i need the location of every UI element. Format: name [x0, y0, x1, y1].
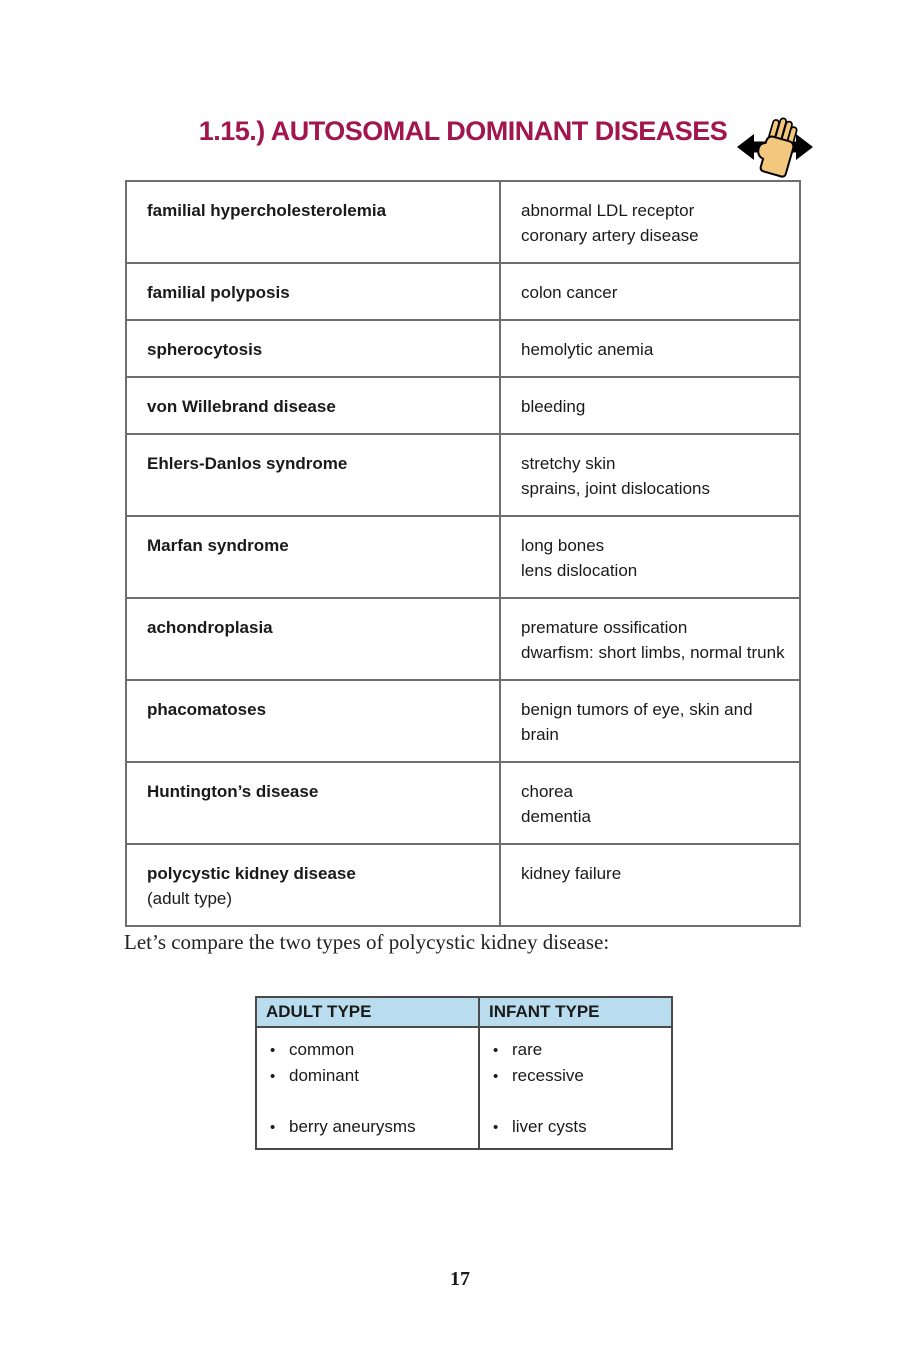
- disease-name-cell: [126, 377, 500, 434]
- disease-feature-cell: [500, 680, 800, 762]
- feature-line: colon cancer: [521, 283, 618, 302]
- list-item-label: berry aneurysms: [289, 1117, 416, 1136]
- disease-name: phacomatoses: [147, 700, 267, 719]
- disease-feature-cell: [500, 762, 800, 844]
- list-item: [259, 1063, 472, 1089]
- hand-double-arrow-icon: [736, 114, 814, 184]
- feature-line: stretchy skin: [521, 454, 616, 473]
- list-item: [482, 1114, 665, 1140]
- list-item: [482, 1063, 665, 1089]
- disease-name: spherocytosis: [147, 340, 263, 359]
- feature-line: sprains, joint dislocations: [521, 479, 710, 498]
- disease-name-cell: [126, 680, 500, 762]
- compare-header-adult: ADULT TYPE: [256, 997, 479, 1027]
- list-gap: [482, 1089, 665, 1114]
- compare-cell-adult: [256, 1027, 479, 1149]
- disease-note: (adult type): [147, 889, 233, 908]
- list-gap: [259, 1089, 472, 1114]
- disease-feature-cell: [500, 844, 800, 926]
- disease-feature-cell: [500, 377, 800, 434]
- page-number: 17: [450, 1268, 470, 1290]
- disease-feature-cell: [500, 434, 800, 516]
- disease-row: [126, 434, 800, 516]
- list-item-label: liver cysts: [512, 1117, 587, 1136]
- list-item-label: rare: [512, 1040, 543, 1059]
- disease-name-cell: [126, 320, 500, 377]
- title-row: [125, 116, 801, 147]
- disease-name: Huntington’s disease: [147, 782, 319, 801]
- disease-row: [126, 598, 800, 680]
- disease-feature-cell: [500, 320, 800, 377]
- disease-feature-cell: [500, 516, 800, 598]
- disease-name-cell: [126, 434, 500, 516]
- bullet-icon: •: [493, 1068, 499, 1085]
- disease-row: [126, 377, 800, 434]
- disease-name: achondroplasia: [147, 618, 273, 637]
- disease-name-cell: [126, 181, 500, 263]
- disease-name: von Willebrand disease: [147, 397, 336, 416]
- feature-line: hemolytic anemia: [521, 340, 654, 359]
- bullet-icon: •: [270, 1068, 276, 1085]
- compare-cell-infant: [479, 1027, 672, 1149]
- bullet-icon: •: [270, 1042, 276, 1059]
- disease-row: [126, 181, 800, 263]
- feature-line: long bones: [521, 536, 605, 555]
- disease-row: [126, 844, 800, 926]
- disease-table-body: [126, 181, 800, 926]
- disease-name: Ehlers-Danlos syndrome: [147, 454, 348, 473]
- feature-line: lens dislocation: [521, 561, 638, 580]
- disease-row: [126, 680, 800, 762]
- compare-table: [255, 996, 673, 1150]
- list-item: [482, 1037, 665, 1063]
- feature-line: dementia: [521, 807, 591, 826]
- feature-line: dwarfism: short limbs, normal trunk: [521, 643, 785, 662]
- disease-name-cell: [126, 762, 500, 844]
- compare-intro-text: Let’s compare the two types of polycystic kidney disease:: [124, 930, 610, 954]
- disease-feature-cell: [500, 598, 800, 680]
- disease-name: familial hypercholesterolemia: [147, 201, 387, 220]
- disease-table: [125, 180, 801, 927]
- disease-row: [126, 516, 800, 598]
- disease-name-cell: [126, 263, 500, 320]
- page-title: 1.15.) AUTOSOMAL DOMINANT DISEASES: [198, 116, 728, 146]
- feature-line: chorea: [521, 782, 573, 801]
- bullet-icon: •: [493, 1042, 499, 1059]
- disease-name: Marfan syndrome: [147, 536, 289, 555]
- list-item: [259, 1114, 472, 1140]
- feature-line: benign tumors of eye, skin and brain: [521, 700, 753, 744]
- disease-name-cell: [126, 598, 500, 680]
- feature-line: bleeding: [521, 397, 586, 416]
- list-item-label: dominant: [289, 1066, 359, 1085]
- disease-row: [126, 263, 800, 320]
- disease-row: [126, 762, 800, 844]
- feature-line: kidney failure: [521, 864, 622, 883]
- list-item-label: recessive: [512, 1066, 584, 1085]
- bullet-icon: •: [493, 1119, 499, 1136]
- disease-feature-cell: [500, 263, 800, 320]
- disease-name-cell: [126, 844, 500, 926]
- feature-line: premature ossification: [521, 618, 688, 637]
- bullet-icon: •: [270, 1119, 276, 1136]
- disease-name: familial polyposis: [147, 283, 290, 302]
- disease-name-cell: [126, 516, 500, 598]
- compare-header-infant: INFANT TYPE: [479, 997, 672, 1027]
- disease-name: polycystic kidney disease: [147, 864, 356, 883]
- feature-line: coronary artery disease: [521, 226, 699, 245]
- list-item-label: common: [289, 1040, 355, 1059]
- disease-row: [126, 320, 800, 377]
- list-item: [259, 1037, 472, 1063]
- disease-feature-cell: [500, 181, 800, 263]
- feature-line: abnormal LDL receptor: [521, 201, 695, 220]
- compare-table-header: [256, 997, 672, 1027]
